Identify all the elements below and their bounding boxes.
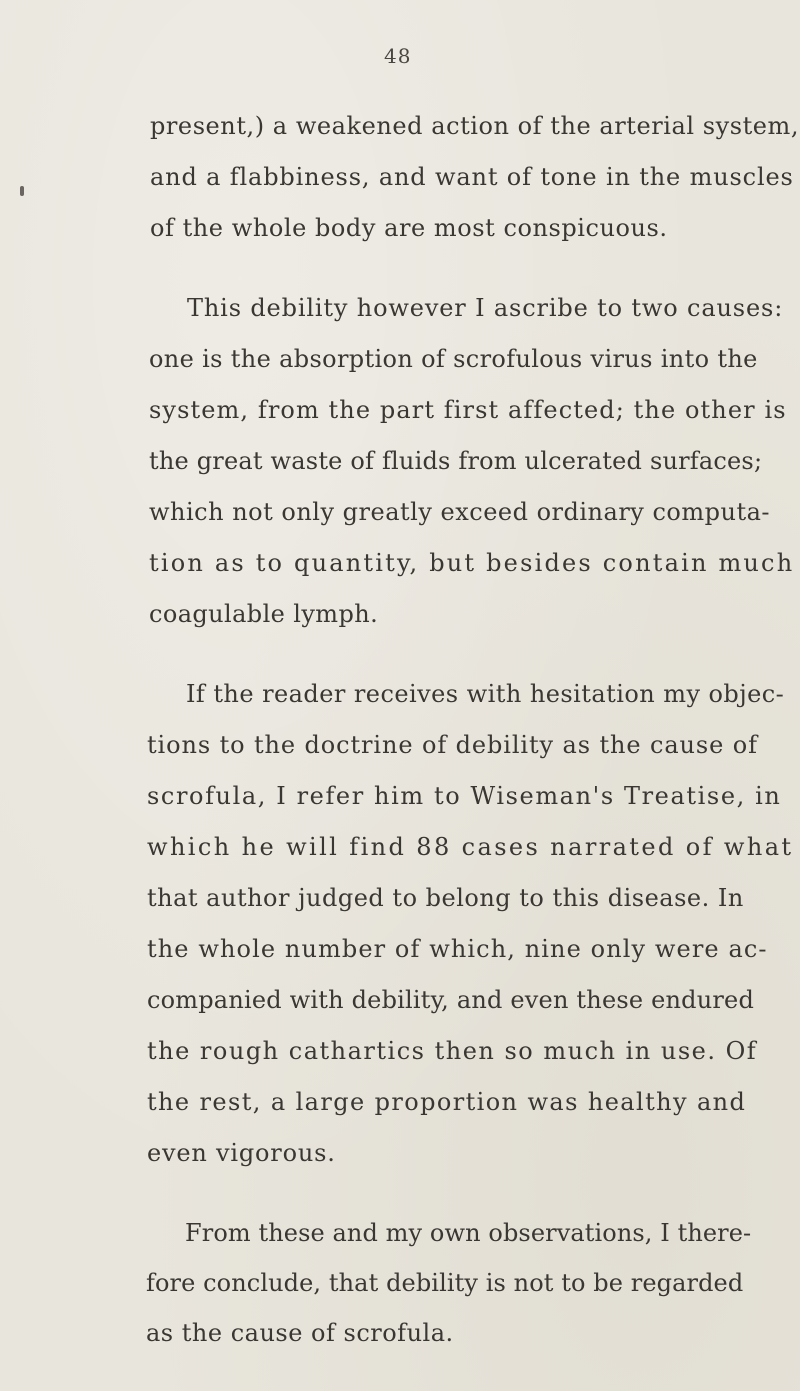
text-line: the great waste of fluids from ulcerated surfaces; — [149, 447, 763, 475]
text-line: and a flabbiness, and want of tone in the muscles — [150, 163, 794, 191]
text-line: This debility however I ascribe to two causes: — [187, 294, 784, 322]
text-line: which not only greatly exceed ordinary computa- — [149, 498, 771, 526]
text-line: of the whole body are most conspicuous. — [150, 214, 668, 242]
text-line: present,) a weakened action of the arterial system, — [150, 112, 800, 140]
text-line: tions to the doctrine of debility as the cause of — [147, 731, 758, 759]
text-line: the rest, a large proportion was healthy and — [147, 1088, 747, 1116]
text-line: fore conclude, that debility is not to be regarded — [146, 1269, 744, 1297]
text-line: From these and my own observations, I there- — [185, 1219, 752, 1247]
text-line: the whole number of which, nine only were ac- — [147, 935, 768, 963]
text-line: If the reader receives with hesitation my objec- — [186, 680, 785, 708]
text-line: that author judged to belong to this disease. In — [147, 884, 744, 912]
text-line: one is the absorption of scrofulous virus into the — [149, 345, 758, 373]
page-number: 48 — [384, 44, 412, 68]
text-line: companied with debility, and even these endured — [147, 986, 755, 1014]
text-line: system, from the part first affected; the other is — [149, 396, 787, 424]
text-line: which he will find 88 cases narrated of what — [147, 833, 794, 861]
text-line: scrofula, I refer him to Wiseman's Treatise, in — [147, 782, 782, 810]
text-line: the rough cathartics then so much in use. Of — [147, 1037, 758, 1065]
text-line: as the cause of scrofula. — [146, 1319, 454, 1347]
text-line: even vigorous. — [147, 1139, 336, 1167]
text-line: tion as to quantity, but besides contain much — [149, 549, 795, 577]
margin-mark — [20, 186, 24, 196]
text-line: coagulable lymph. — [149, 600, 379, 628]
